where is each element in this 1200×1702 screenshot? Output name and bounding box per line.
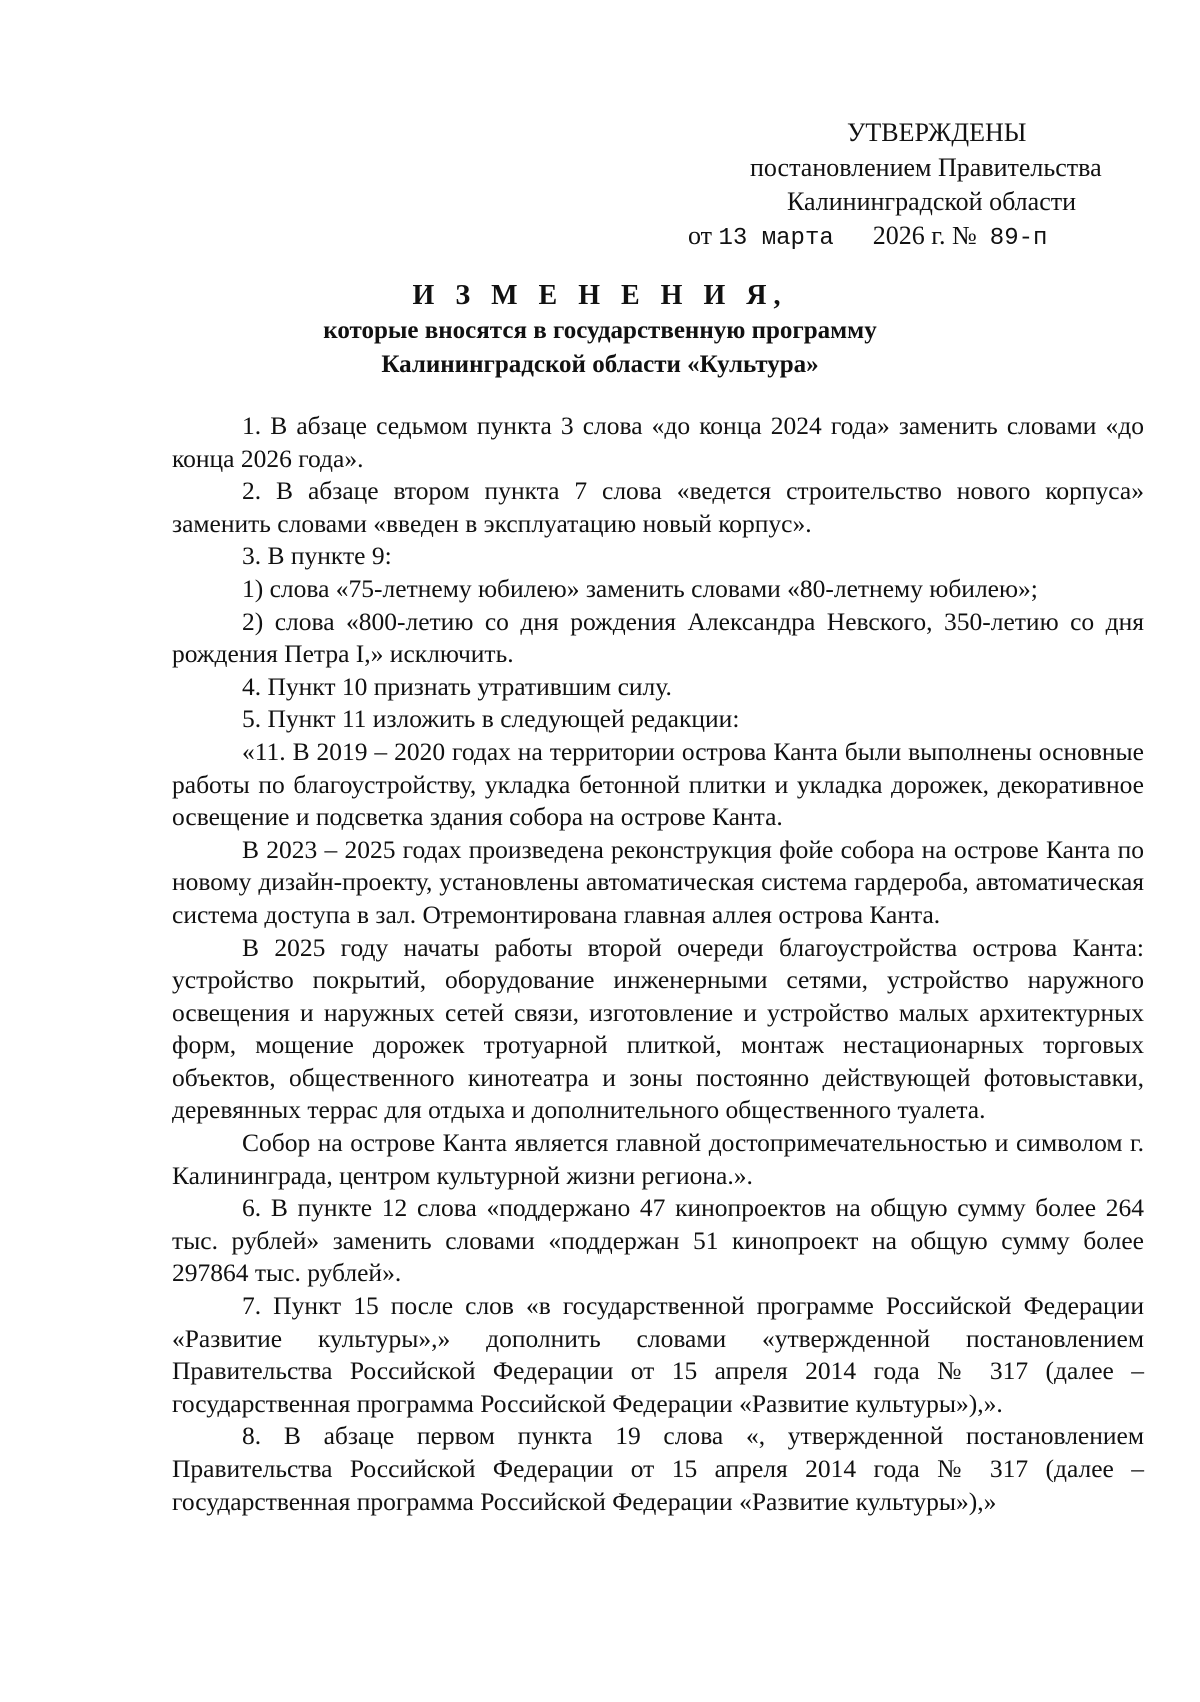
paragraph: 7. Пункт 15 после слов «в государственной программе Российской Федерации «Развитие культуры»,» дополнить словами «утвержденной постановлением Правительства Российской Федерации от 15 апреля 2014 года № 317 (далее – государственная программа Российской Федерации «Развитие культуры»),». — [172, 1291, 1144, 1418]
heading-subtitle-1: которые вносятся в государственную программу — [323, 317, 877, 344]
document-heading — [0, 278, 1200, 382]
paragraph: В 2023 – 2025 годах произведена реконструкция фойе собора на острове Канта по новому дизайн-проекту, установлены автоматическая система гардероба, автоматическая система доступа в зал. Отремонтирована главная аллея острова Канта. — [172, 834, 1144, 929]
paragraph: 8. В абзаце первом пункта 19 слова «, утвержденной постановлением Правительства Российской Федерации от 15 апреля 2014 года № 317 (далее – государственная программа Российской Федерации «Развитие культуры»),» — [172, 1421, 1144, 1516]
paragraph: 2. В абзаце втором пункта 7 слова «ведется строительство нового корпуса» заменить словами «введен в эксплуатацию новый корпус». — [172, 476, 1144, 538]
approval-decree-line: постановлением Правительства — [750, 153, 1102, 182]
year-label: 2026 г. № — [872, 221, 977, 250]
approval-region-line: Калининградской области — [787, 187, 1077, 216]
decree-number: 89-п — [989, 225, 1048, 252]
date-prefix: от — [688, 221, 713, 250]
paragraph: 2) слова «800-летию со дня рождения Александра Невского, 350-летию со дня рождения Петра I,» исключить. — [172, 606, 1144, 669]
paragraph: 1. В абзаце седьмом пункта 3 слова «до конца 2024 года» заменить словами «до конца 2026 года». — [172, 411, 1144, 473]
document-body — [172, 410, 1144, 1518]
heading-subtitle-2: Калининградской области «Культура» — [381, 351, 819, 378]
paragraph: 5. Пункт 11 изложить в следующей редакции: — [242, 704, 740, 734]
paragraph: 6. В пункте 12 слова «поддержано 47 кинопроектов на общую сумму более 264 тыс. рублей» заменить словами «поддержан 51 кинопроект на общую сумму более 297864 тыс. рублей». — [172, 1193, 1144, 1288]
paragraph: 3. В пункте 9: — [242, 541, 392, 571]
paragraph: Собор на острове Канта является главной достопримечательностью и символом г. Калининграда, центром культурной жизни региона.». — [172, 1128, 1144, 1190]
paragraph: В 2025 году начаты работы второй очереди благоустройства острова Канта: устройство покрытий, оборудование инженерными сетями, устройство наружного освещения и наружных сетей связи, изготовление и устройство малых архитектурных форм, мощение дорожек тротуарной плиткой, монтаж нестационарных торговых объектов, общественного кинотеатра и зоны постоянно действующей фотовыставки, деревянных террас для отдыха и дополнительного общественного туалета. — [172, 932, 1144, 1125]
date-filled: 13 марта — [718, 225, 834, 252]
paragraph: 4. Пункт 10 признать утратившим силу. — [242, 671, 672, 701]
approval-title: УТВЕРЖДЕНЫ — [847, 118, 1027, 147]
paragraph: 1) слова «75-летнему юбилею» заменить словами «80-летнему юбилею»; — [242, 573, 1038, 603]
approval-date-line — [688, 219, 1047, 256]
heading-title: И З М Е Н Е Н И Я, — [412, 280, 788, 311]
paragraph: «11. В 2019 – 2020 годах на территории острова Канта были выполнены основные работы по благоустройству, укладка бетонной плитки и укладка дорожек, декоративное освещение и подсветка здания собора на острове Канта. — [172, 736, 1144, 832]
